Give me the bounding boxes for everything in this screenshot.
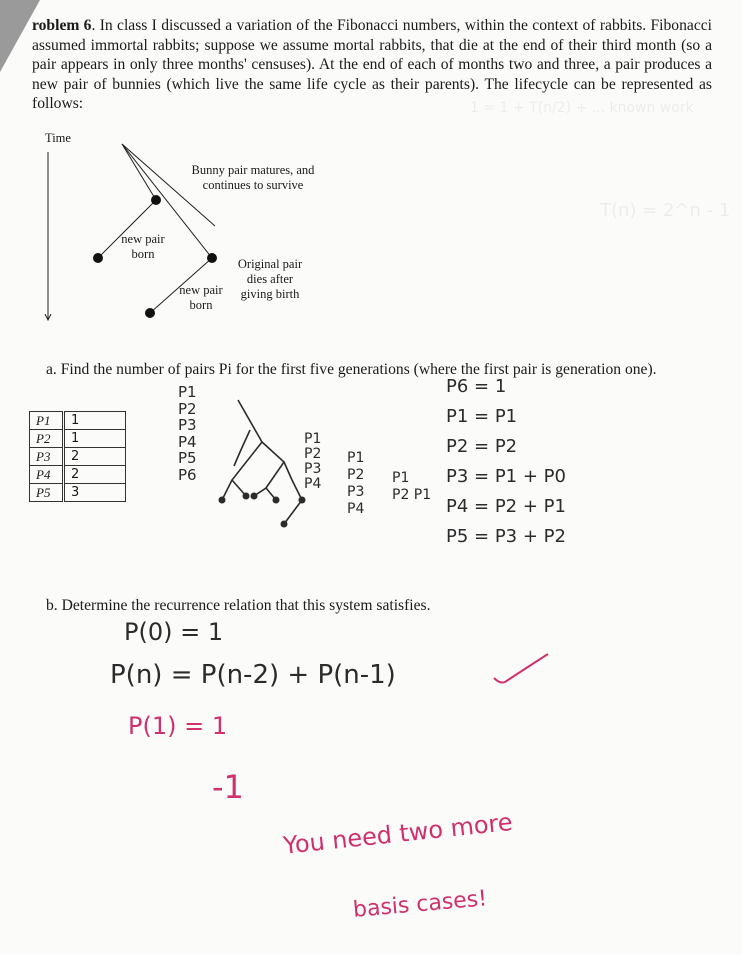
hand-label: P2 [347,467,365,483]
hand-p-column-2 [304,432,321,492]
table-row [30,466,126,484]
part-b-question: b. Determine the recurrence relation that this system satisfies. [46,597,431,614]
table-row [30,412,126,430]
part-a-question: a. Find the number of pairs Pi for the first five generations (where the first pair is generation one). [46,361,657,378]
label-matures: Bunny pair matures, and continues to survive [191,163,315,192]
hand-label: P4 = P2 + P1 [446,496,566,517]
problem-intro: . In class I discussed a variation of the Fibonacci numbers, within the context of rabbits. Fibonacci assumed immortal rabbits; suppose we assume mortal rabbits, that die at the end of their third month (so a pair appears in only three months' censuses). At the end of each of months two and three, a pair produces a new pair of bunnies (which live the same life cycle as their parents). The lifecycle can be represented as follows: [32,17,712,112]
hand-label: P2 P1 [392,487,432,503]
hand-label: P1 [347,450,365,466]
hand-label: P5 [178,449,197,467]
hand-label: P1 [392,470,410,486]
hand-tree-dots [219,493,306,528]
table-value: 2 [64,466,126,484]
hand-p-column-4 [392,470,431,504]
table-key: P3 [30,448,64,466]
red-comment-line-1: You need two more [282,807,514,860]
hand-label: P4 [178,432,197,451]
bleed-through-text: 1 = 1 + T(n/2) + ... known work [470,100,694,116]
table-row [30,484,126,502]
hand-base-case-p0: P(0) = 1 [124,618,224,646]
hand-label: P4 [304,476,322,492]
table-row [30,430,126,448]
hand-label: P2 = P2 [446,436,518,457]
pair-node [93,253,103,263]
table-row [30,448,126,466]
pair-node [151,195,161,205]
hand-tree-sketch [222,400,302,524]
hand-label: P4 [347,501,365,517]
label-new-pair-1: new pair born [121,232,165,261]
hand-label: P2 [304,446,322,462]
table-key: P2 [30,430,64,448]
hand-equations [446,372,566,552]
table-key: P1 [30,412,64,430]
table-value: 2 [64,448,126,466]
hand-label: P5 = P3 + P2 [446,526,566,547]
red-comment-line-2: basis cases! [352,886,489,923]
hand-recurrence: P(n) = P(n-2) + P(n-1) [110,660,396,690]
pair-node [207,253,217,263]
hand-label: P3 [304,461,322,477]
time-label: Time [45,131,71,145]
hand-label: P6 [178,465,197,484]
table-value: 1 [64,412,126,430]
hand-label: P3 = P1 + P0 [446,466,566,487]
hand-p-column [178,384,197,483]
table-key: P4 [30,466,64,484]
label-new-pair-2: new pair born [179,283,223,312]
table-value: 3 [64,484,126,502]
hand-label: P3 [347,484,365,500]
hand-label: P2 [178,399,197,418]
hand-label: P6 = 1 [446,376,507,397]
red-score: -1 [212,768,244,806]
hand-label: P3 [178,416,197,434]
red-base-case-p1: P(1) = 1 [128,712,228,740]
table-value: 1 [64,430,126,448]
lifeline-main-up [122,144,156,200]
hand-label: P1 [304,431,322,447]
hand-label: P1 = P1 [446,406,518,427]
pairs-table [29,411,126,502]
check-mark [494,654,548,683]
pair-node [145,308,155,318]
hand-p-column-3 [347,450,364,518]
hand-label: P1 [178,383,197,401]
table-key: P5 [30,484,64,502]
label-dies: Original pair dies after giving birth [237,257,303,301]
problem-title: roblem 6 [32,17,92,34]
bleed-through-text: T(n) = 2^n - 1 [600,200,731,221]
